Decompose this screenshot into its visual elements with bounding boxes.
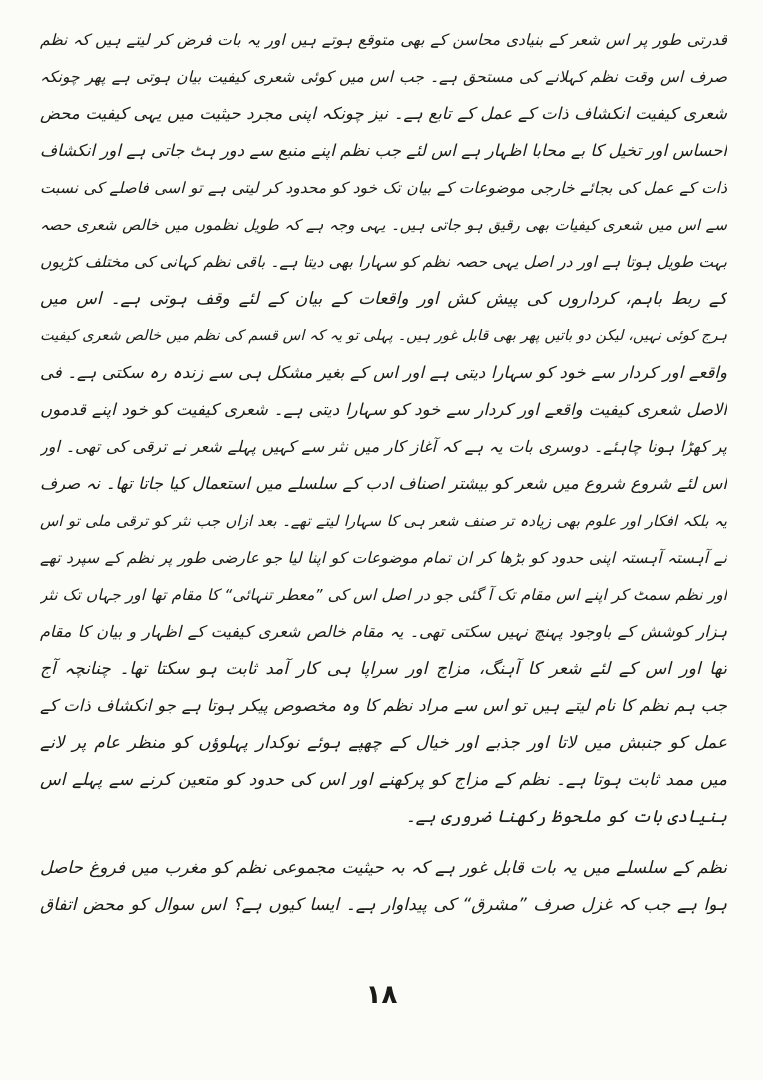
paragraph-2 [40, 850, 727, 924]
text-line: جب ہم نظم کا نام لیتے ہیں تو اس سے مراد نظم کا وہ مخصوص پیکر ہوتا ہے جو انکشاف ذات کے [40, 696, 727, 715]
text-line: شعری کیفیت انکشاف ذات کے عمل کے تابع ہے۔ نیز چونکہ اپنی مجرد حیثیت میں یہی کیفیت محض [40, 104, 727, 123]
page-number: ۱۸ [365, 980, 398, 1010]
text-line: اس لئے شروع شروع میں شعر کو بیشتر اصناف ادب کے سلسلے میں استعمال کیا جاتا تھا۔ نہ صرف [40, 474, 727, 493]
text-line: کے ربط باہم، کرداروں کی پیش کش اور واقعات کے بیان کے لئے وقف ہوتی ہے۔ اس میں [40, 289, 727, 309]
text-line: ہزار کوشش کے باوجود پہنچ نہیں سکتی تھی۔ یہ مقام خالص شعری کیفیت کے اظہار و بیان کا مقام [40, 622, 727, 641]
text-line: ذات کے عمل کی بجائے خارجی موضوعات کے بیان تک خود کو محدود کر لیتی ہے تو اسی فاصلے کی نسبت [40, 179, 727, 197]
paragraph-1 [40, 22, 727, 836]
text-line: صرف اس وقت نظم کہلانے کی مستحق ہے۔ جب اس میں کوئی شعری کیفیت بیان ہوتی ہے پھر چونکہ [40, 68, 727, 86]
text-line: بنیادی بات کو ملحوظ رکھنا ضروری ہے۔ [405, 807, 727, 827]
text-line: نظم کے سلسلے میں یہ بات قابل غور ہے کہ بہ حیثیت مجموعی نظم کو مغرب میں فروغ حاصل [40, 858, 727, 878]
body-text [40, 22, 727, 924]
text-line: میں ممد ثابت ہوتا ہے۔ نظم کے مزاج کو پرکھنے اور اس کی حدود کو متعین کرنے سے پہلے اس [40, 770, 727, 790]
text-line: الاصل شعری کیفیت واقعے اور کردار سے خود کو سہارا دیتی ہے۔ شعری کیفیت کو خود اپنے قدموں [40, 400, 727, 419]
text-line: واقعے اور کردار سے خود کو سہارا دیتی ہے اور اس کے بغیر مشکل ہی سے زندہ رہ سکتی ہے۔ فی [40, 363, 727, 382]
text-line: تھا اور اس کے لئے شعر کا آہنگ، مزاج اور سراپا ہی کار آمد ثابت ہو سکتا تھا۔ چنانچہ آج [40, 659, 727, 679]
text-line: قدرتی طور پر اس شعر کے بنیادی محاسن کے بھی متوقع ہوتے ہیں اور یہ بات فرض کر لیتے ہیں کہ نظم [40, 31, 727, 49]
text-line: ہرج کوئی نہیں، لیکن دو باتیں پھر بھی قابل غور ہیں۔ پہلی تو یہ کہ اس قسم کی نظم میں خالص شعری کیفیت [40, 328, 727, 344]
text-line: احساس اور تخیل کا بے محابا اظہار ہے اس لئے جب نظم اپنے منبع سے دور ہٹ جاتی ہے اور انکشاف [40, 141, 727, 160]
text-line: اور نظم سمٹ کر اپنے اس مقام تک آ گئی جو در اصل اس کی ”معطر تنہائی“ کا مقام تھا اور جہاں تک نثر [40, 586, 727, 604]
text-line: عمل کو جنبش میں لاتا اور جذبے اور خیال کے چھپے ہوئے نوکدار پہلوؤں کو منظر عام پر لانے [40, 733, 727, 753]
text-line: پر کھڑا ہونا چاہئے۔ دوسری بات یہ ہے کہ آغاز کار میں نثر سے کہیں پہلے شعر نے ترقی کی تھی۔ اور [40, 437, 727, 456]
text-line: سے اس میں شعری کیفیات بھی رقیق ہو جاتی ہیں۔ یہی وجہ ہے کہ طویل نظموں میں خالص شعری حصہ [40, 216, 727, 234]
text-line: بہت طویل ہوتا ہے اور در اصل یہی حصہ نظم کو سہارا بھی دیتا ہے۔ باقی نظم کہانی کی مختلف کڑیوں [40, 253, 727, 271]
text-line: یہ بلکہ افکار اور علوم بھی زیادہ تر صنف شعر ہی کا سہارا لیتے تھے۔ بعد ازاں جب نثر کو ترقی ملی تو اس [40, 512, 727, 530]
text-line: ہوا ہے جب کہ غزل صرف ”مشرق“ کی پیداوار ہے۔ ایسا کیوں ہے؟ اس سوال کو محض اتفاق [40, 895, 727, 915]
text-line: نے آہستہ آہستہ اپنی حدود کو بڑھا کر ان تمام موضوعات کو اپنا لیا جو عارضی طور پر نظم کے سپرد تھے [40, 549, 727, 567]
